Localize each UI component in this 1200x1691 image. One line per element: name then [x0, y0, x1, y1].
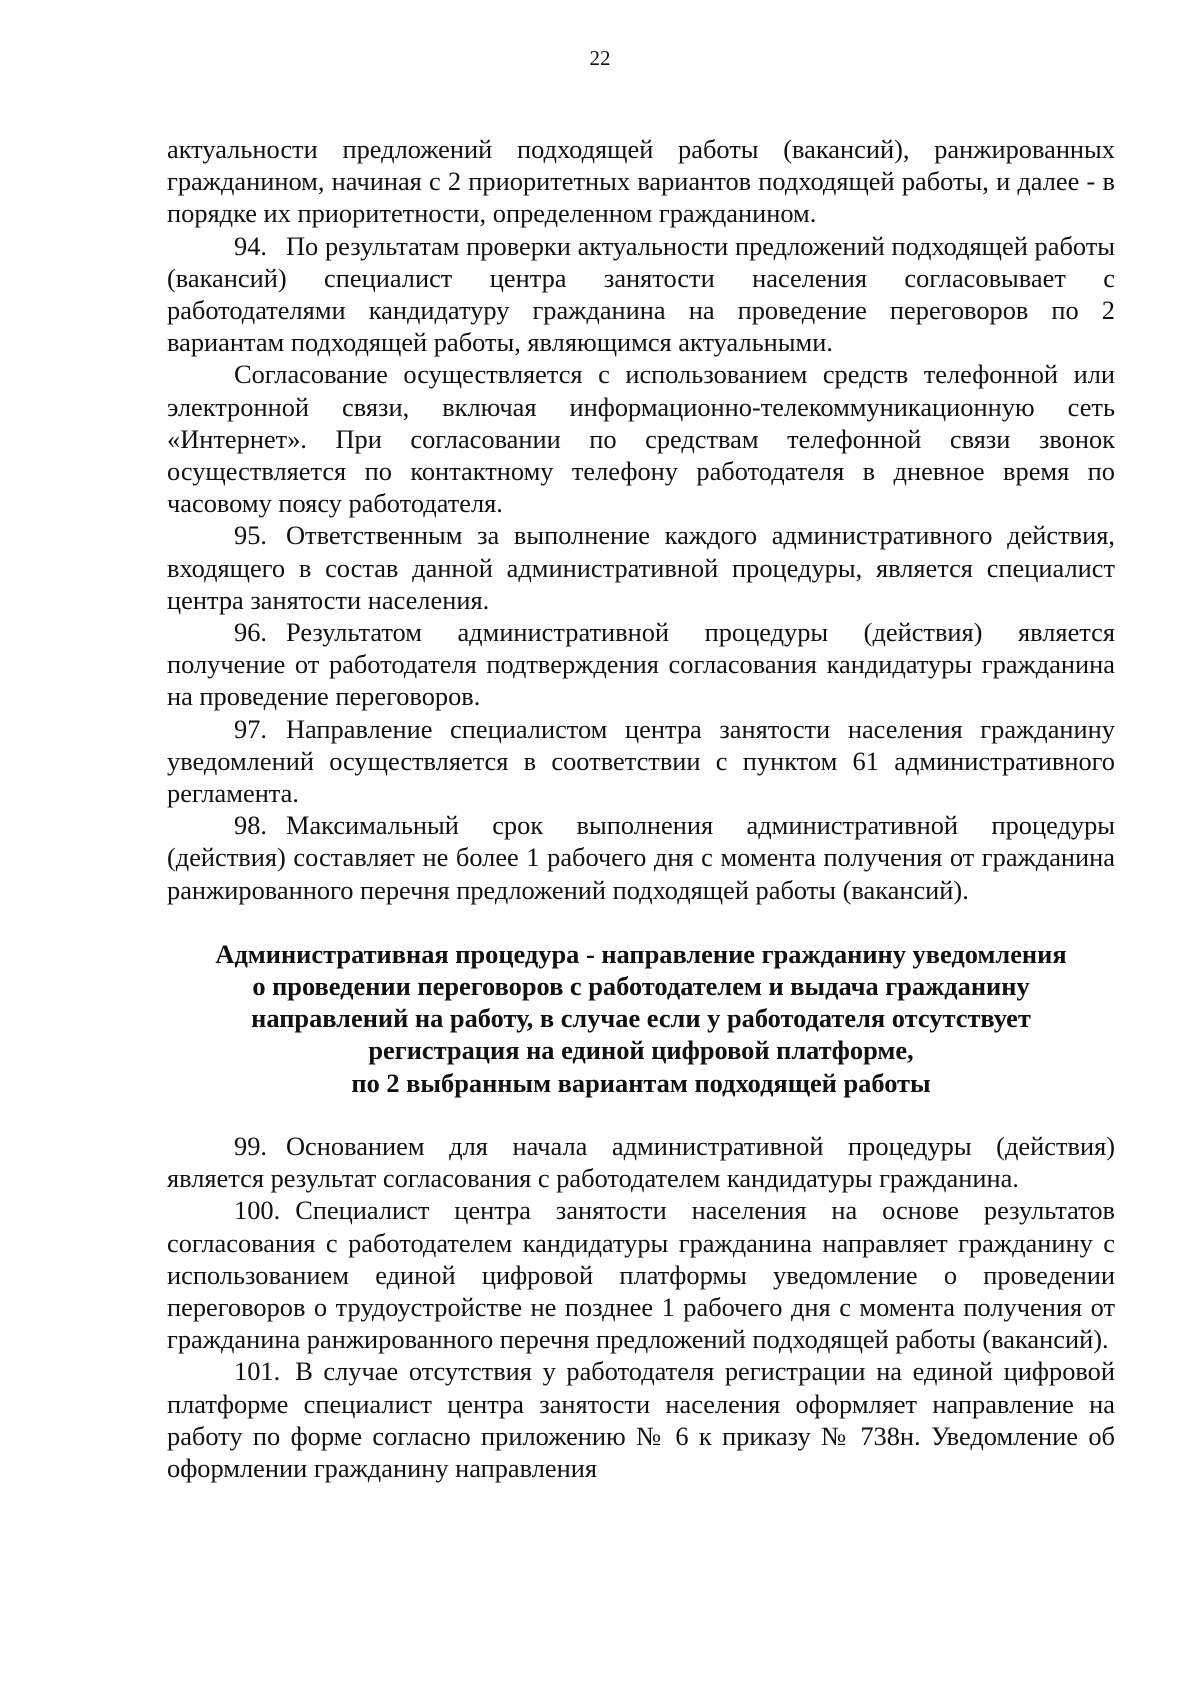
- paragraph-text: Направление специалистом центра занятости населения гражданину уведомлений осуществляется в соответствии с пунктом 61 административного регламента.: [167, 713, 1115, 809]
- paragraph-96: [167, 616, 1115, 713]
- paragraph-94: [167, 230, 1115, 359]
- paragraph-100: [167, 1194, 1115, 1355]
- paragraph-text: Результатом административной процедуры (действия) является получение от работодателя подтверждения согласования кандидатуры гражданина на проведение переговоров.: [167, 617, 1115, 712]
- paragraph-97: [167, 713, 1115, 810]
- paragraph-text: По результатам проверки актуальности предложений подходящей работы (вакансий) специалист центра занятости населения согласовывает с работодателями кандидатуру гражданина на проведение переговоров по 2 вариантам подходящей работы, являющимся актуальными.: [167, 230, 1115, 358]
- heading-line: регистрация на единой цифровой платформе,: [368, 1035, 914, 1066]
- page-number: 22: [589, 46, 611, 70]
- heading-line: направлений на работу, в случае если у работодателя отсутствует: [251, 1003, 1031, 1034]
- paragraph-text: Специалист центра занятости населения на основе результатов согласования с работодателем кандидатуры гражданина направляет гражданину с использованием единой цифровой платформы уведомление о проведении переговоров о трудоустройстве не позднее 1 рабочего дня с момента получения от гражданина ранжированного перечня предложений подходящей работы (вакансий).: [167, 1195, 1115, 1355]
- heading-line: о проведении переговоров с работодателем и выдача гражданину: [252, 971, 1030, 1002]
- paragraph-number: 101.: [234, 1356, 281, 1387]
- paragraph-text: В случае отсутствия у работодателя регистрации на единой цифровой платформе специалист центра занятости населения оформляет направление на работу по форме согласно приложению № 6 к приказу № 738н. Уведомление об оформлении гражданину направления: [167, 1356, 1115, 1483]
- heading-line: по 2 выбранным вариантам подходящей работы: [351, 1067, 931, 1098]
- paragraph-continuation: [167, 133, 1115, 230]
- document-body: [167, 133, 1115, 1484]
- paragraph-number: 97.: [234, 713, 267, 744]
- paragraph-94-continued: [167, 358, 1115, 519]
- paragraph-95: [167, 519, 1115, 616]
- paragraph-98: [167, 809, 1115, 906]
- section-heading: [167, 938, 1115, 1099]
- paragraph-101: [167, 1355, 1115, 1484]
- paragraph-text: Согласование осуществляется с использованием средств телефонной или электронной связи, включая информационно-телекоммуникационную сеть «Интернет». При согласовании по средствам телефонной связи звонок осуществляется по контактному телефону работодателя в дневное время по часовому поясу работодателя.: [167, 359, 1115, 519]
- paragraph-text: актуальности предложений подходящей работы (вакансий), ранжированных гражданином, начиная с 2 приоритетных вариантов подходящей работы, и далее - в порядке их приоритетности, определенном гражданином.: [167, 134, 1115, 229]
- paragraph-number: 100.: [234, 1195, 281, 1226]
- paragraph-number: 94.: [234, 230, 267, 261]
- heading-line: Административная процедура - направление гражданину уведомления: [215, 938, 1067, 969]
- paragraph-number: 96.: [234, 617, 267, 648]
- paragraph-text: Максимальный срок выполнения административной процедуры (действия) составляет не более 1 рабочего дня с момента получения от гражданина ранжированного перечня предложений подходящей работы (вакансий).: [167, 810, 1115, 905]
- paragraph-text: Ответственным за выполнение каждого административного действия, входящего в состав данной административной процедуры, является специалист центра занятости населения.: [167, 520, 1115, 615]
- paragraph-text: Основанием для начала административной процедуры (действия) является результат согласования с работодателем кандидатуры гражданина.: [167, 1130, 1115, 1194]
- paragraph-number: 98.: [234, 810, 267, 841]
- paragraph-number: 99.: [234, 1130, 267, 1161]
- paragraph-number: 95.: [234, 520, 267, 551]
- paragraph-99: [167, 1130, 1115, 1194]
